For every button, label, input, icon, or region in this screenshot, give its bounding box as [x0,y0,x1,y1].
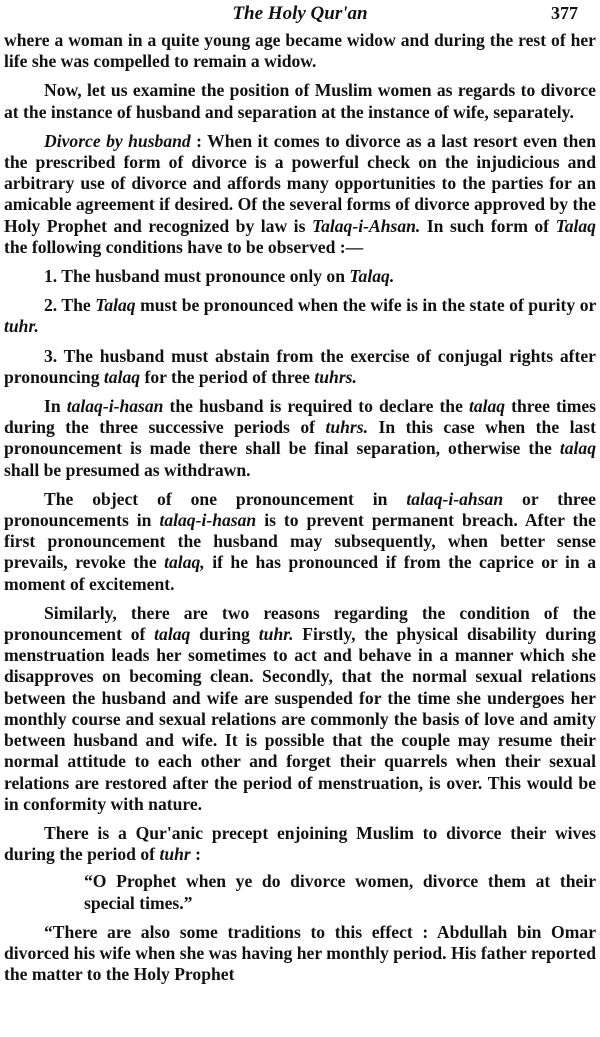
italic-term: Talaq [555,215,596,236]
body-text [4,30,596,985]
italic-term: talaq [103,366,141,387]
text-run: “O Prophet when ye do divorce women, divorce them at their special times.” [84,871,596,913]
italic-term: talaq-i-ahsan [406,488,504,509]
text-run: In [44,396,67,417]
italic-term: Talaq-i-Ahsan. [311,215,421,236]
paragraph-intro [4,30,596,72]
text-run: : [190,844,202,865]
italic-term: tuhrs. [314,366,357,387]
text-run: In such form of [420,215,556,236]
text-run: where a woman in a quite young age became widow and during the rest of her life she was compelled to remain a widow. [4,30,596,72]
text-run: the following conditions have to be observed :— [4,236,364,257]
text-run: Now, let us examine the position of Muslim women as regards to divorce at the instance of husband and separation at the instance of wife, separately. [4,80,596,122]
paragraph-examine [4,80,596,122]
page-header [4,0,596,30]
paragraph-quote [84,871,596,913]
italic-term: Talaq [95,295,136,316]
text-run: shall be presumed as withdrawn. [4,459,251,480]
italic-term: talaq [559,438,596,459]
text-run: 3. The husband must abstain from the exercise of conjugal rights after pronouncing [4,345,596,387]
text-run: or three pronouncements in [4,488,596,531]
paragraph-condition-2 [4,295,596,337]
paragraph-similarly [4,603,596,815]
text-run: There is a Qur'anic precept enjoining Muslim to divorce their wives during the period of [4,822,596,865]
italic-term: tuhr. [4,316,39,337]
italic-term: talaq [468,396,506,417]
text-run: 1. The husband must pronounce only on [44,266,350,287]
paragraph-object [4,489,596,595]
italic-term: tuhrs. [325,417,369,438]
paragraph-traditions [4,922,596,986]
text-run: Similarly, there are two reasons regarding the condition of the pronouncement of [4,602,596,645]
italic-term: talaq, [164,552,205,573]
paragraph-talaq-i-hasan [4,396,596,481]
paragraph-precept [4,823,596,865]
text-run: 2. The [44,295,96,316]
paragraph-condition-1 [4,266,596,287]
text-run: three times during the three successive periods of [4,396,597,438]
text-run: the husband is required to declare the [163,396,469,417]
text-run: : When it comes to divorce as a last resort even then the prescribed form of divorce is a powerful check on the injudicious and arbitrary use of divorce and affords many opportunities to the parties for an amicable agreement if desired. Of the several forms of divorce approved by the Holy Prophet and recognized by law is [4,130,596,236]
text-run: The object of one pronouncement in [44,488,407,509]
running-title: The Holy Qur'an [232,3,368,24]
paragraph-condition-3 [4,346,596,388]
text-run: In this case when the last pronouncement is made there shall be final separation, otherwise the [4,417,596,459]
italic-term: tuhr. [258,624,294,645]
text-run: during [190,624,259,645]
italic-term: Talaq. [349,266,395,287]
italic-term: talaq [154,624,191,645]
page-number: 377 [551,3,578,23]
paragraph-divorce-by-husband [4,131,596,258]
text-run: is to prevent permanent breach. After the first pronouncement the husband may subsequently, when better sense prevails, revoke the [4,510,596,573]
italic-term: talaq-i-hasan [159,510,257,531]
text-run: must be pronounced when the wife is in the state of purity or [135,295,596,316]
italic-term: Divorce by husband [44,130,191,151]
italic-term: talaq-i-hasan [66,396,164,417]
text-run: Firstly, the physical disability during menstruation leads her sometimes to act and behave in a manner which she disapproves on becoming clean. Secondly, that the normal sexual relations between the husband and wife are suspended for the time she undergoes her monthly course and sexual relations are commonly the basis of love and amity between husband and wife. It is possible that the couple may resume their normal attitude to each other and forget their quarrels when their sexual relations are restored after the period of menstruation, is over. This would be in conformity with nature. [4,624,596,814]
text-run: for the period of three [140,366,315,387]
italic-term: tuhr [159,844,191,865]
text-run: “There are also some traditions to this effect : Abdullah bin Omar divorced his wife when she was having her monthly period. His father reported the matter to the Holy Prophet [4,921,596,985]
text-run: if he has pronounced if from the caprice or in a moment of excitement. [4,552,596,594]
